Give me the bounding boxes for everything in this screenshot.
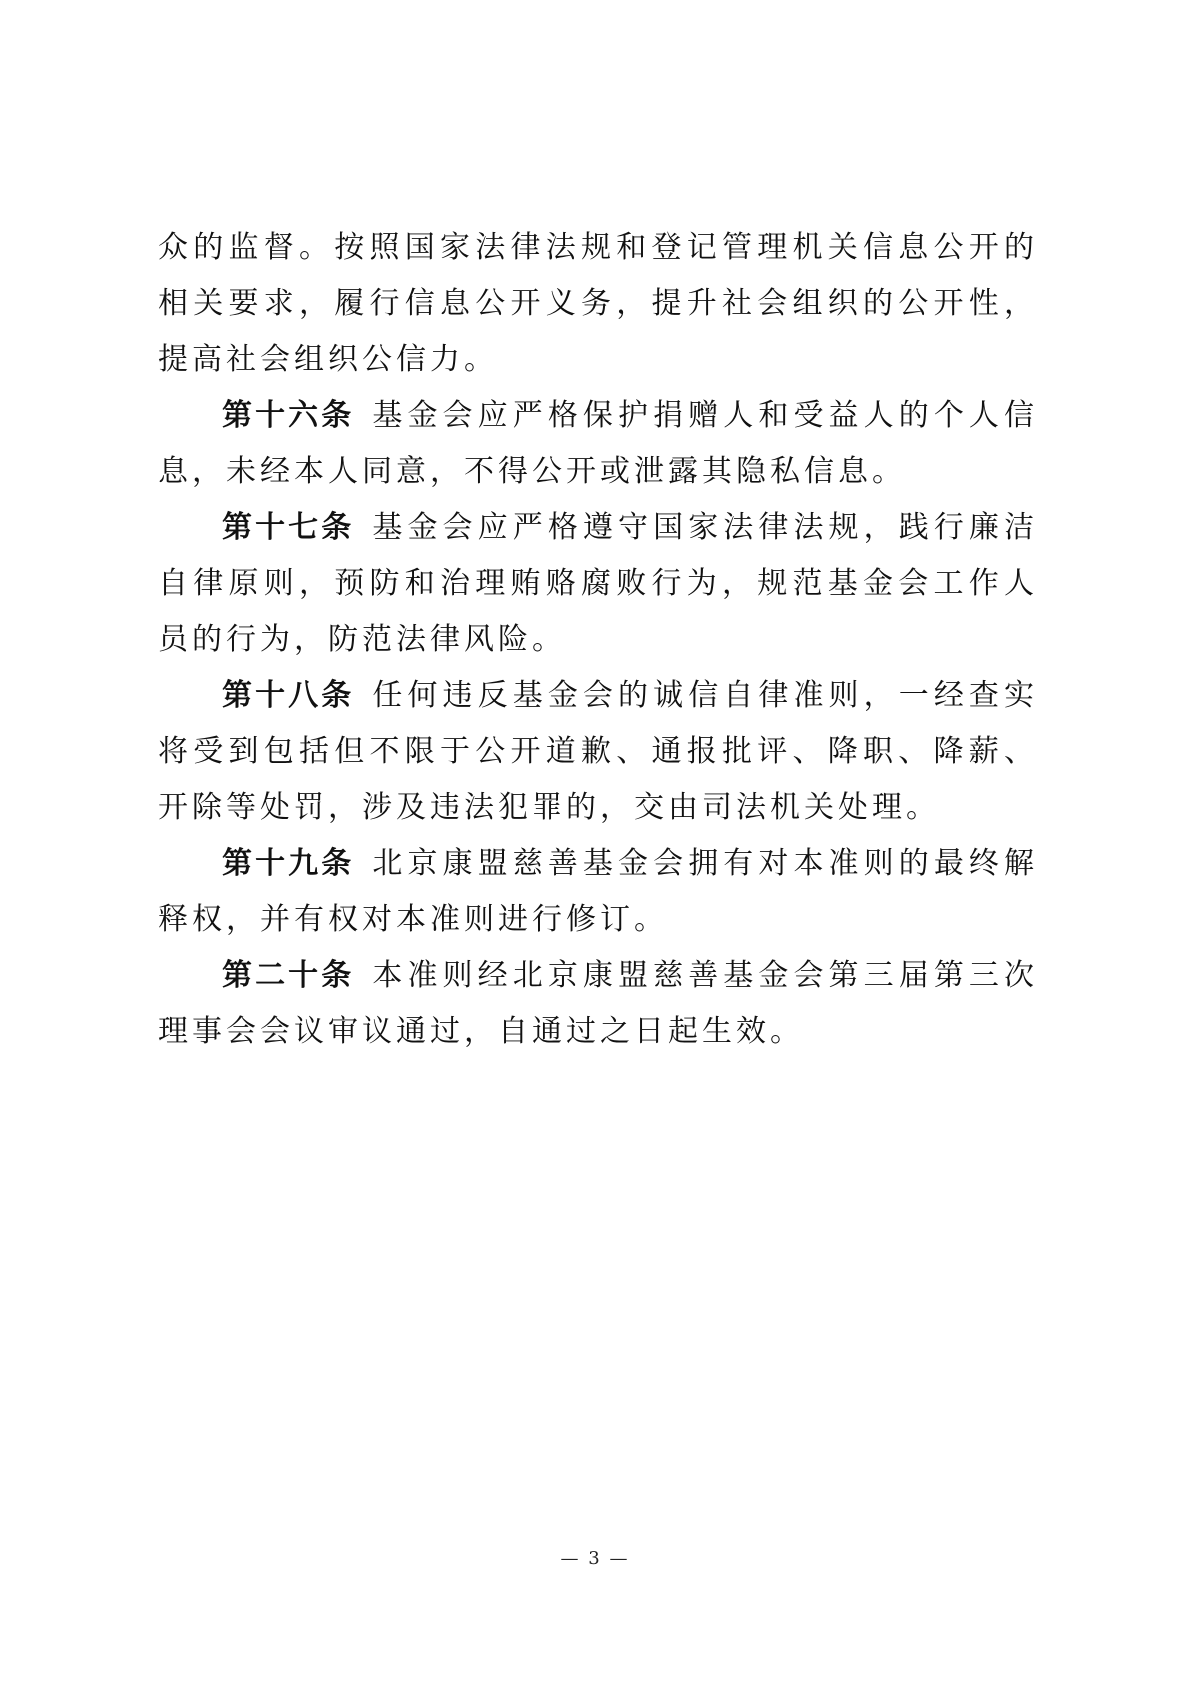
article-heading: 第二十条 (222, 958, 355, 993)
article-text: 基金会应严格保护捐赠人和受益人的个人信息，未经本人同意，不得公开或泄露其隐私信息。 (158, 398, 1039, 489)
article-18 (158, 668, 1038, 836)
article-17 (158, 500, 1038, 668)
page-number: — 3 — (560, 1548, 630, 1569)
article-heading: 第十七条 (222, 510, 355, 545)
article-text: 本准则经北京康盟慈善基金会第三届第三次理事会会议审议通过，自通过之日起生效。 (158, 958, 1039, 1049)
document-body (158, 220, 1038, 1060)
article-text: 北京康盟慈善基金会拥有对本准则的最终解释权，并有权对本准则进行修订。 (158, 846, 1039, 937)
article-heading: 第十九条 (222, 846, 355, 881)
article-20 (158, 948, 1038, 1060)
article-heading: 第十六条 (222, 398, 355, 433)
article-19 (158, 836, 1038, 948)
article-text: 基金会应严格遵守国家法律法规，践行廉洁自律原则，预防和治理贿赂腐败行为，规范基金会工作人员的行为，防范法律风险。 (158, 510, 1039, 657)
article-text: 任何违反基金会的诚信自律准则，一经查实将受到包括但不限于公开道歉、通报批评、降职、降薪、开除等处罚，涉及违法犯罪的，交由司法机关处理。 (158, 678, 1039, 825)
article-heading: 第十八条 (222, 678, 355, 713)
paragraph-text: 众的监督。按照国家法律法规和登记管理机关信息公开的相关要求，履行信息公开义务，提升社会组织的公开性，提高社会组织公信力。 (158, 230, 1038, 377)
article-16 (158, 388, 1038, 500)
paragraph-continuation (158, 220, 1038, 388)
